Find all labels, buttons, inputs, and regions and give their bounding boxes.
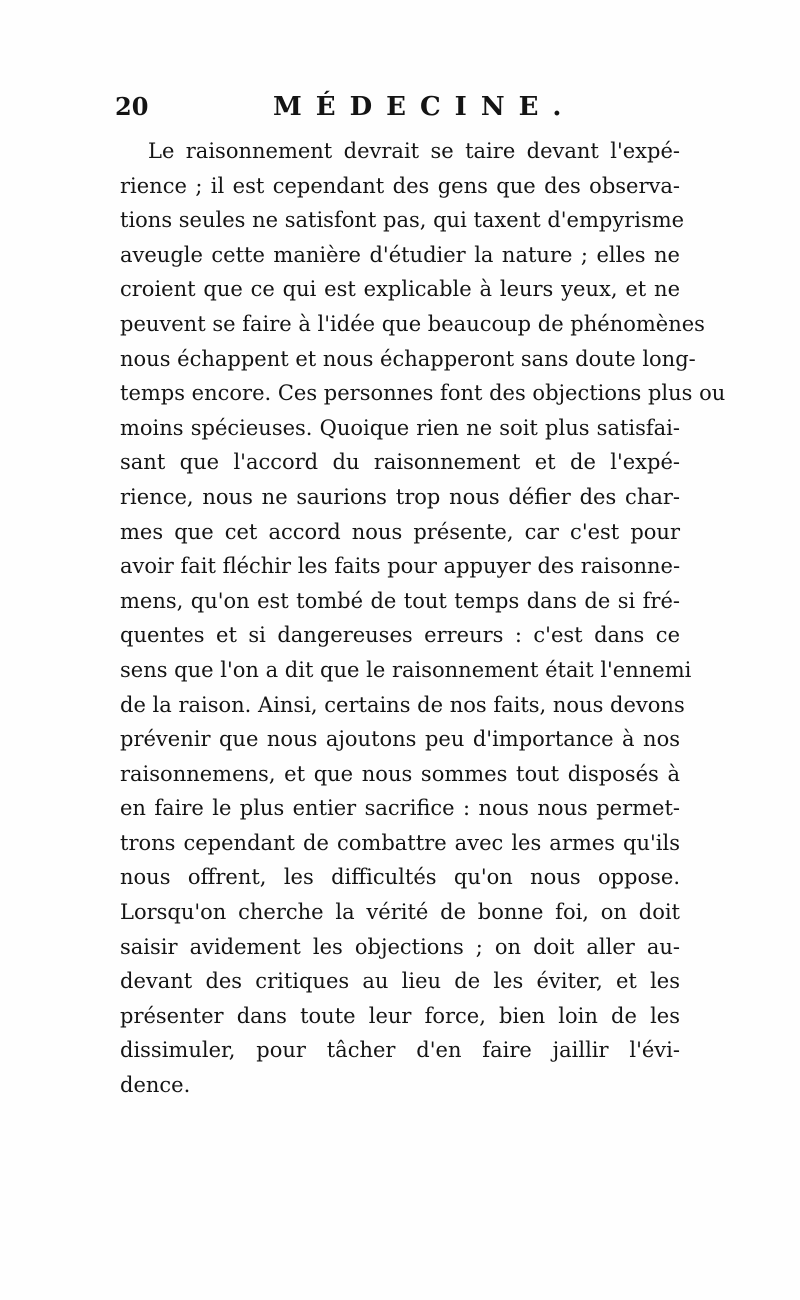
text-line: saisir avidement les objections ; on doit aller au-	[120, 934, 680, 959]
text-line: tions seules ne satisfont pas, qui taxent d'empyrisme	[120, 208, 685, 233]
text-line: présenter dans toute leur force, bien loin de les	[120, 1003, 680, 1028]
text-line: nous échappent et nous échapperont sans doute long-	[120, 346, 696, 371]
text-line: trons cependant de combattre avec les armes qu'ils	[120, 830, 680, 855]
text-line: avoir fait fléchir les faits pour appuyer des raisonne-	[120, 554, 681, 579]
text-line: rience, nous ne saurions trop nous défier des char-	[120, 484, 680, 509]
running-head	[115, 92, 685, 132]
text-line: croient que ce qui est explicable à leurs yeux, et ne	[120, 277, 680, 302]
text-line: dissimuler, pour tâcher d'en faire jaillir l'évi-	[120, 1038, 680, 1063]
text-line: en faire le plus entier sacrifice : nous nous permet-	[120, 796, 680, 821]
text-line: raisonnemens, et que nous sommes tout disposés à	[120, 761, 680, 786]
text-line: devant des critiques au lieu de les éviter, et les	[120, 969, 680, 994]
page-number: 20	[115, 92, 149, 121]
text-line: Lorsqu'on cherche la vérité de bonne foi, on doit	[120, 900, 680, 925]
text-line: temps encore. Ces personnes font des objections plus ou	[120, 381, 726, 406]
text-line: prévenir que nous ajoutons peu d'importance à nos	[120, 727, 680, 752]
body-paragraph	[120, 134, 726, 1103]
text-line: moins spécieuses. Quoique rien ne soit plus satisfai-	[120, 415, 680, 440]
running-title: MÉDECINE.	[273, 92, 576, 122]
text-line: sens que l'on a dit que le raisonnement était l'ennemi	[120, 657, 692, 682]
text-line: Le raisonnement devrait se taire devant l'expé-	[148, 139, 680, 163]
text-line: dence.	[120, 1073, 191, 1098]
text-line: quentes et si dangereuses erreurs : c'est dans ce	[120, 623, 680, 648]
text-line: nous offrent, les difficultés qu'on nous oppose.	[120, 865, 680, 890]
text-line: sant que l'accord du raisonnement et de l'expé-	[120, 450, 680, 475]
text-line: mens, qu'on est tombé de tout temps dans de si fré-	[120, 588, 680, 613]
text-line: de la raison. Ainsi, certains de nos faits, nous devons	[120, 692, 685, 717]
text-line: rience ; il est cependant des gens que des observa-	[120, 173, 680, 198]
text-line: mes que cet accord nous présente, car c'est pour	[120, 519, 680, 544]
text-line: peuvent se faire à l'idée que beaucoup de phénomènes	[120, 311, 705, 336]
text-line: aveugle cette manière d'étudier la nature ; elles ne	[120, 242, 680, 267]
